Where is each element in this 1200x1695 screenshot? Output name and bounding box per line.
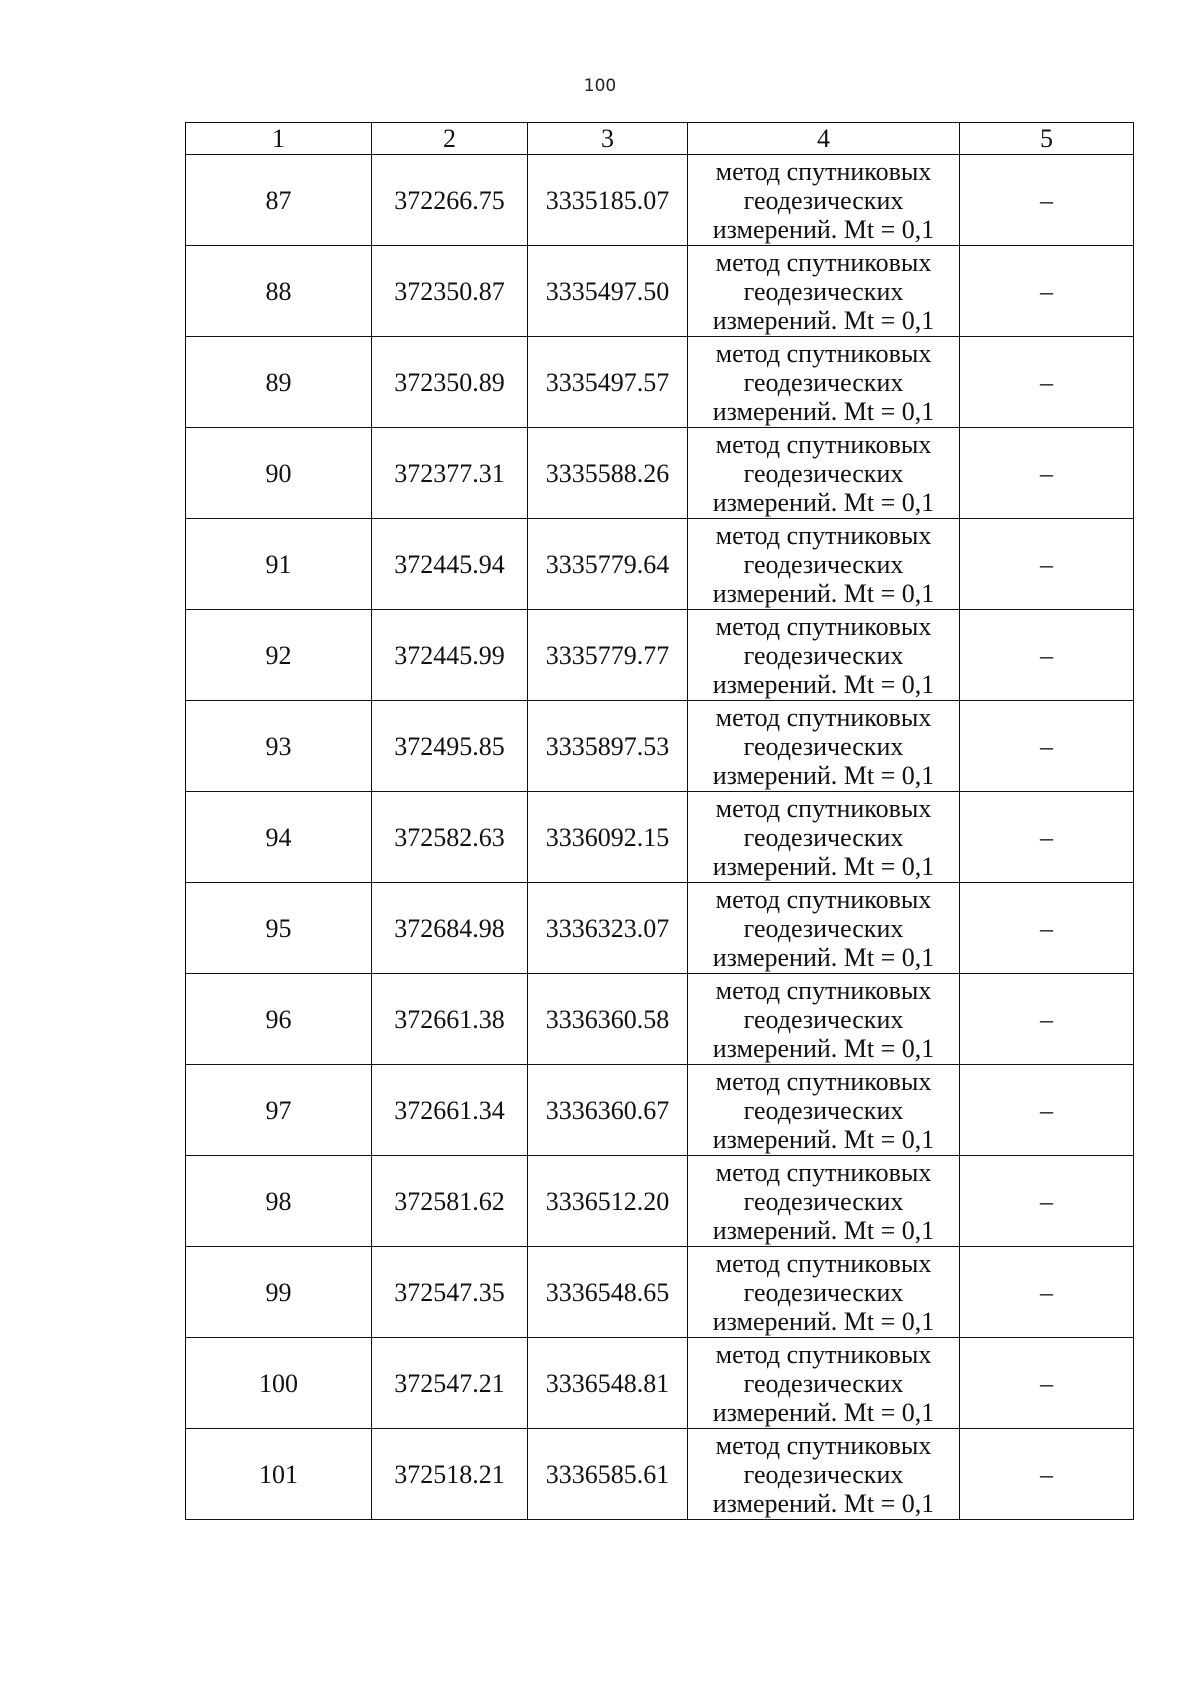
x-coordinate-cell: 372445.94 [372, 519, 528, 610]
column-header-2: 2 [372, 123, 528, 155]
table-header [186, 123, 1134, 155]
method-line: метод спутниковых [715, 520, 932, 550]
method-line: измерений. Mt = 0,1 [712, 851, 935, 881]
point-number-cell: 99 [186, 1247, 372, 1338]
y-coordinate-cell: 3335497.50 [528, 246, 688, 337]
method-line: метод спутниковых [715, 1339, 932, 1369]
point-number-cell: 91 [186, 519, 372, 610]
method-line: метод спутниковых [715, 247, 932, 277]
table-row [186, 1338, 1134, 1429]
x-coordinate-cell: 372350.87 [372, 246, 528, 337]
method-line: метод спутниковых [715, 429, 932, 459]
note-cell: – [960, 337, 1134, 428]
method-line: измерений. Mt = 0,1 [712, 396, 935, 426]
note-cell: – [960, 792, 1134, 883]
point-number-cell: 90 [186, 428, 372, 519]
column-header-3: 3 [528, 123, 688, 155]
x-coordinate-cell: 372684.98 [372, 883, 528, 974]
method-line: измерений. Mt = 0,1 [712, 942, 935, 972]
table-row [186, 974, 1134, 1065]
y-coordinate-cell: 3335497.57 [528, 337, 688, 428]
method-cell [688, 1247, 960, 1338]
method-line: метод спутниковых [715, 611, 932, 641]
point-number-cell: 95 [186, 883, 372, 974]
note-cell: – [960, 1247, 1134, 1338]
y-coordinate-cell: 3336323.07 [528, 883, 688, 974]
y-coordinate-cell: 3336548.65 [528, 1247, 688, 1338]
y-coordinate-cell: 3335779.77 [528, 610, 688, 701]
method-cell [688, 428, 960, 519]
x-coordinate-cell: 372661.34 [372, 1065, 528, 1156]
y-coordinate-cell: 3336548.81 [528, 1338, 688, 1429]
x-coordinate-cell: 372582.63 [372, 792, 528, 883]
x-coordinate-cell: 372518.21 [372, 1429, 528, 1520]
method-line: геодезических [743, 367, 904, 397]
method-line: метод спутниковых [715, 338, 932, 368]
y-coordinate-cell: 3335779.64 [528, 519, 688, 610]
x-coordinate-cell: 372581.62 [372, 1156, 528, 1247]
y-coordinate-cell: 3335897.53 [528, 701, 688, 792]
method-line: геодезических [743, 185, 904, 215]
note-cell: – [960, 1065, 1134, 1156]
note-cell: – [960, 883, 1134, 974]
method-line: метод спутниковых [715, 793, 932, 823]
table-row [186, 1429, 1134, 1520]
method-cell [688, 1065, 960, 1156]
table-row [186, 246, 1134, 337]
point-number-cell: 101 [186, 1429, 372, 1520]
method-line: измерений. Mt = 0,1 [712, 1124, 935, 1154]
method-line: измерений. Mt = 0,1 [712, 305, 935, 335]
point-number-cell: 96 [186, 974, 372, 1065]
x-coordinate-cell: 372547.21 [372, 1338, 528, 1429]
table-body [186, 155, 1134, 1520]
table-row [186, 155, 1134, 246]
method-cell [688, 792, 960, 883]
y-coordinate-cell: 3336360.67 [528, 1065, 688, 1156]
method-line: геодезических [743, 549, 904, 579]
method-line: измерений. Mt = 0,1 [712, 669, 935, 699]
method-cell [688, 155, 960, 246]
point-number-cell: 98 [186, 1156, 372, 1247]
method-line: метод спутниковых [715, 1430, 932, 1460]
method-cell [688, 883, 960, 974]
note-cell: – [960, 519, 1134, 610]
note-cell: – [960, 1429, 1134, 1520]
method-line: геодезических [743, 731, 904, 761]
y-coordinate-cell: 3336092.15 [528, 792, 688, 883]
column-header-1: 1 [186, 123, 372, 155]
method-line: измерений. Mt = 0,1 [712, 1033, 935, 1063]
method-line: метод спутниковых [715, 702, 932, 732]
table-row [186, 883, 1134, 974]
note-cell: – [960, 428, 1134, 519]
method-line: геодезических [743, 1277, 904, 1307]
x-coordinate-cell: 372377.31 [372, 428, 528, 519]
y-coordinate-cell: 3336512.20 [528, 1156, 688, 1247]
table-row [186, 428, 1134, 519]
method-line: метод спутниковых [715, 884, 932, 914]
method-line: метод спутниковых [715, 1248, 932, 1278]
point-number-cell: 100 [186, 1338, 372, 1429]
method-line: геодезических [743, 276, 904, 306]
table-row [186, 337, 1134, 428]
header-row [186, 123, 1134, 155]
note-cell: – [960, 1338, 1134, 1429]
column-header-5: 5 [960, 123, 1134, 155]
coordinates-table [185, 122, 1134, 1520]
method-cell [688, 337, 960, 428]
method-line: измерений. Mt = 0,1 [712, 1306, 935, 1336]
method-line: геодезических [743, 640, 904, 670]
note-cell: – [960, 701, 1134, 792]
method-cell [688, 701, 960, 792]
point-number-cell: 93 [186, 701, 372, 792]
method-line: геодезических [743, 1004, 904, 1034]
method-line: геодезических [743, 1186, 904, 1216]
note-cell: – [960, 246, 1134, 337]
method-line: геодезических [743, 1095, 904, 1125]
x-coordinate-cell: 372547.35 [372, 1247, 528, 1338]
method-line: метод спутниковых [715, 156, 932, 186]
x-coordinate-cell: 372661.38 [372, 974, 528, 1065]
x-coordinate-cell: 372266.75 [372, 155, 528, 246]
y-coordinate-cell: 3336585.61 [528, 1429, 688, 1520]
point-number-cell: 89 [186, 337, 372, 428]
point-number-cell: 97 [186, 1065, 372, 1156]
method-cell [688, 519, 960, 610]
table-row [186, 1065, 1134, 1156]
method-cell [688, 610, 960, 701]
table-row [186, 1156, 1134, 1247]
column-header-4: 4 [688, 123, 960, 155]
point-number-cell: 87 [186, 155, 372, 246]
method-cell [688, 246, 960, 337]
x-coordinate-cell: 372495.85 [372, 701, 528, 792]
x-coordinate-cell: 372350.89 [372, 337, 528, 428]
point-number-cell: 88 [186, 246, 372, 337]
method-line: метод спутниковых [715, 975, 932, 1005]
y-coordinate-cell: 3336360.58 [528, 974, 688, 1065]
point-number-cell: 92 [186, 610, 372, 701]
y-coordinate-cell: 3335185.07 [528, 155, 688, 246]
point-number-cell: 94 [186, 792, 372, 883]
page-number: 100 [583, 76, 617, 96]
x-coordinate-cell: 372445.99 [372, 610, 528, 701]
method-cell [688, 1429, 960, 1520]
method-cell [688, 974, 960, 1065]
method-line: измерений. Mt = 0,1 [712, 1488, 935, 1518]
method-line: измерений. Mt = 0,1 [712, 487, 935, 517]
note-cell: – [960, 1156, 1134, 1247]
note-cell: – [960, 155, 1134, 246]
method-line: измерений. Mt = 0,1 [712, 1397, 935, 1427]
table-row [186, 701, 1134, 792]
method-line: измерений. Mt = 0,1 [712, 1215, 935, 1245]
method-line: геодезических [743, 913, 904, 943]
note-cell: – [960, 610, 1134, 701]
table-row [186, 1247, 1134, 1338]
method-cell [688, 1338, 960, 1429]
table-row [186, 792, 1134, 883]
method-cell [688, 1156, 960, 1247]
method-line: метод спутниковых [715, 1066, 932, 1096]
method-line: геодезических [743, 458, 904, 488]
method-line: геодезических [743, 1459, 904, 1489]
method-line: геодезических [743, 1368, 904, 1398]
method-line: измерений. Mt = 0,1 [712, 214, 935, 244]
table-row [186, 610, 1134, 701]
method-line: измерений. Mt = 0,1 [712, 760, 935, 790]
method-line: геодезических [743, 822, 904, 852]
y-coordinate-cell: 3335588.26 [528, 428, 688, 519]
method-line: измерений. Mt = 0,1 [712, 578, 935, 608]
table-row [186, 519, 1134, 610]
note-cell: – [960, 974, 1134, 1065]
method-line: метод спутниковых [715, 1157, 932, 1187]
